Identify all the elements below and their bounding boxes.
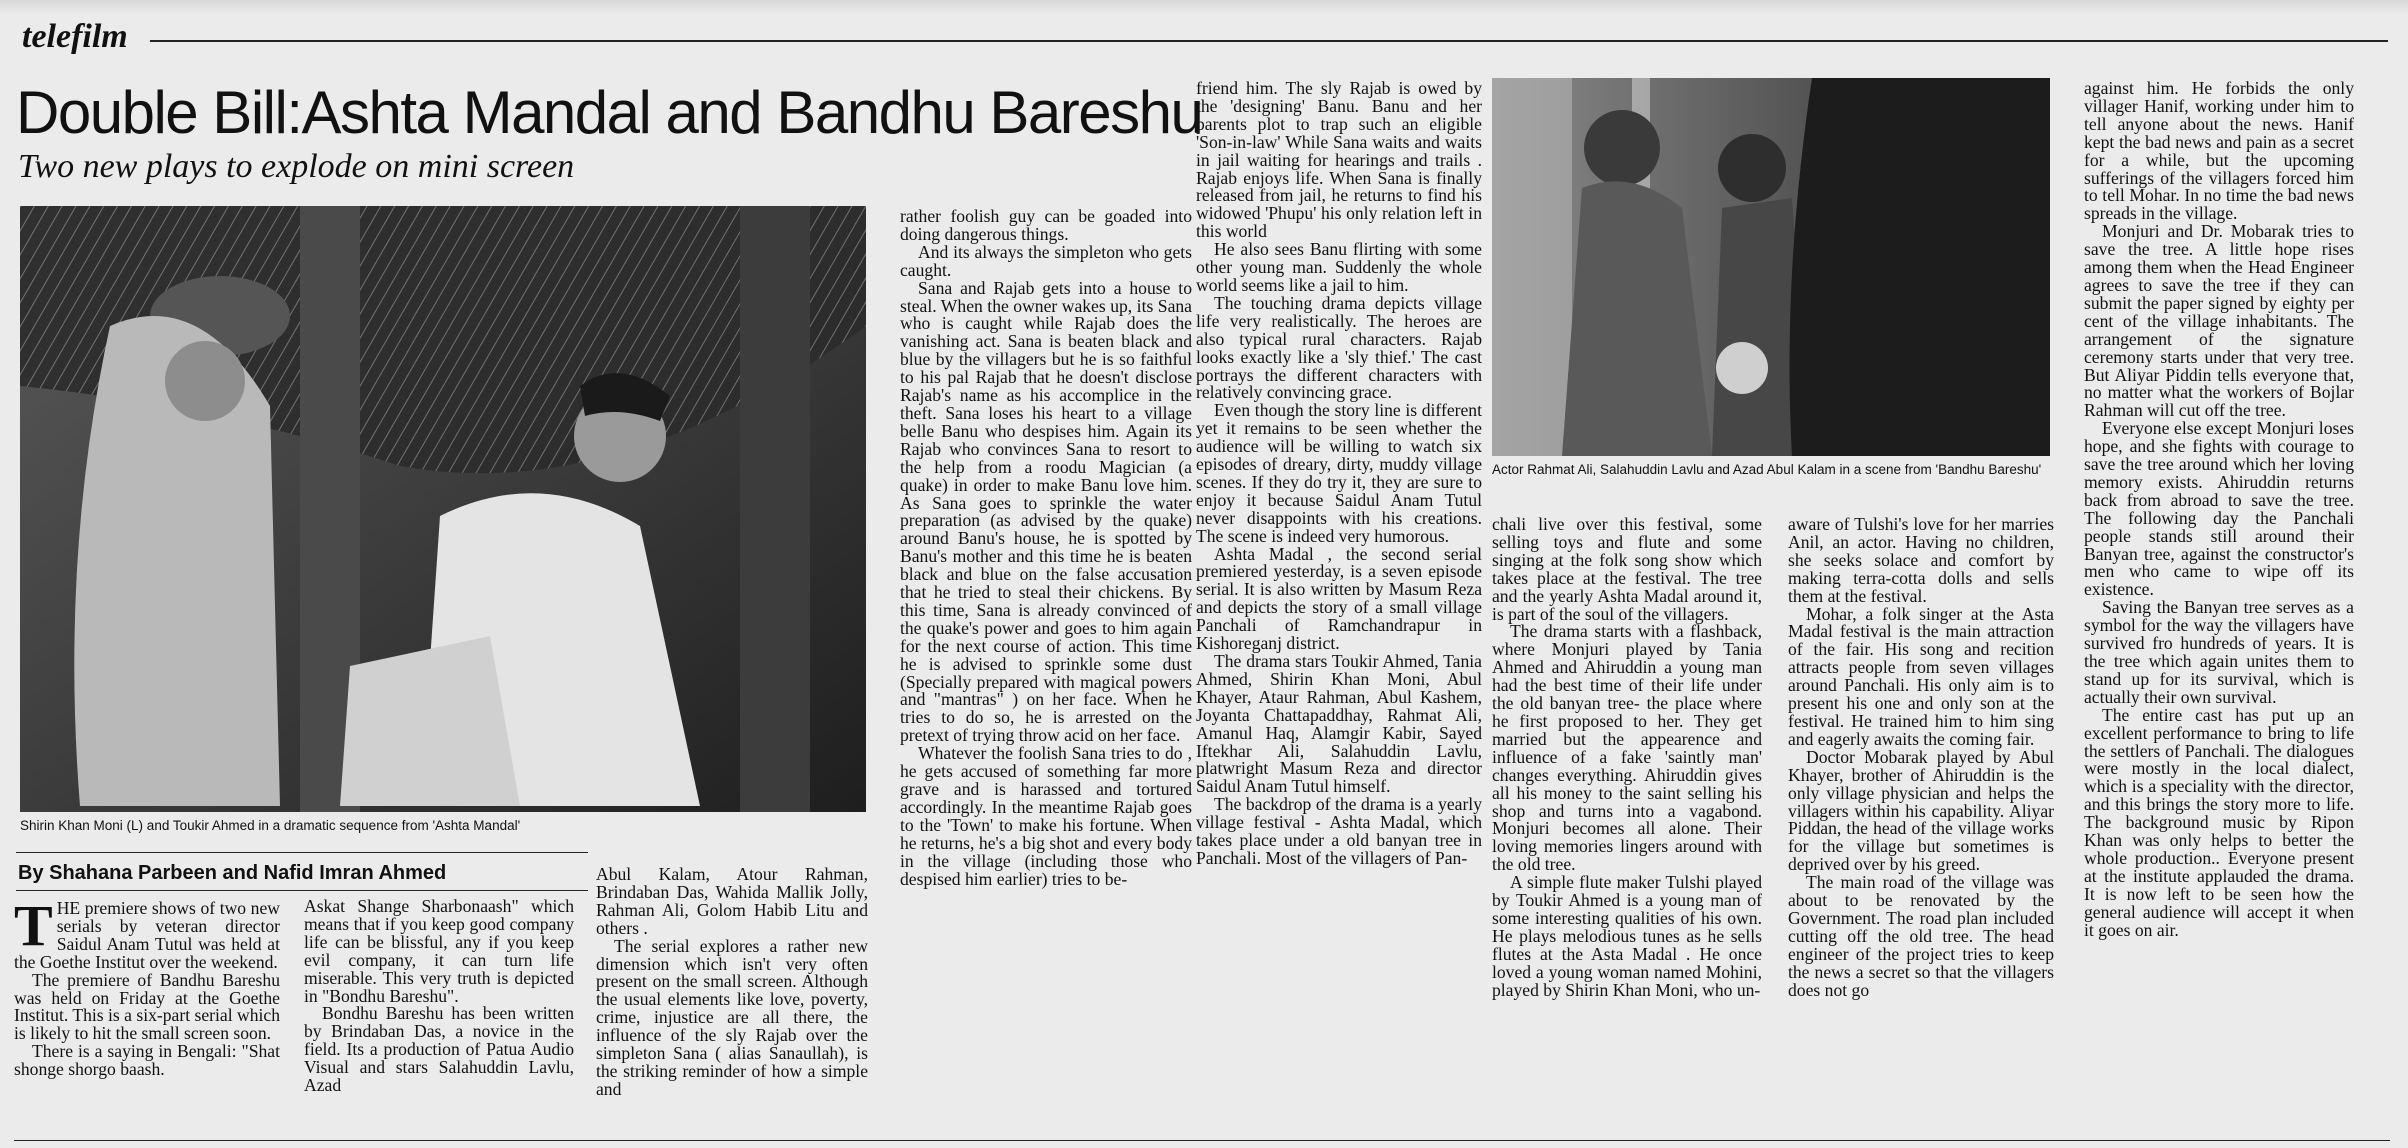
col8-para-5: The entire cast has put up an excellent performance to bring to life the settlers of Panchali. The dialogues were mostly in the local dialect, which is a speciality with the director, and this brings the story more to life. The background music by Ripon Khan was only helps to better the whole production.. Everyone present at the institute applauded the drama. It is now left to be seen how the general audience will accept it when it goes on air.	[2084, 704, 2354, 940]
second-photo-image	[1492, 78, 2050, 456]
second-photo-caption: Actor Rahmat Ali, Salahuddin Lavlu and Azad Abul Kalam in a scene from 'Bandhu Bareshu'	[1492, 462, 2042, 477]
drop-cap: T	[14, 893, 53, 958]
section-rule	[150, 40, 2388, 42]
col7-para-3: Doctor Mobarak played by Abul Khayer, brother of Ahiruddin is the only village physician and helps the villagers within his capability. Aliyar Piddan, the head of the village works for the village but sometimes is deprived over by his greed.	[1788, 746, 2054, 875]
column-5	[1196, 80, 1482, 868]
column-3	[596, 866, 868, 1099]
col2-para-2: Bondhu Bareshu has been written by Brindaban Das, a novice in the field. Its a production of Patua Audio Visual and stars Salahuddin Lavlu, Azad	[304, 1003, 574, 1096]
col5-para-7: The backdrop of the drama is a yearly village festival - Ashta Madal, which takes place under a old banyan tree in Panchali. Most of the villagers of Pan-	[1196, 794, 1482, 868]
col1-para-1: HE premiere shows of two new serials by veteran director Saidul Anam Tutul was held at the Goethe Institut over the weekend.	[14, 898, 280, 972]
byline: By Shahana Parbeen and Nafid Imran Ahmed	[18, 862, 447, 884]
main-photo-image	[20, 206, 866, 812]
col5-para-4: Even though the story line is different yet it remains to be seen whether the audience will be willing to watch six episodes of dreary, dirty, muddy village scenes. If they do try it, they are sure to enjoy it because Saidul Anam Tutul never disappoints with his creations. The scene is indeed very humorous.	[1196, 400, 1482, 546]
column-6	[1492, 516, 1762, 999]
col5-para-5: Ashta Madal , the second serial premiered yesterday, is a seven episode serial. It is also written by Masum Reza and depicts the story of a small village Panchali of Ramchandrapur in Kishoreganj district.	[1196, 543, 1482, 654]
col4-para-2: And its always the simpleton who gets caught.	[900, 241, 1192, 280]
col4-para-3: Sana and Rajab gets into a house to steal. When the owner wakes up, its Sana who is caught while Rajab does the vanishing act. Sana is beaten black and blue by the villagers but he is so faithful to his pal Rajab that he doesn't disclose Rajab's name as his accomplice in the theft. Sana loses his heart to a village belle Banu who despises him. Again its Rajab who convinces Sana to resort to the help from a roodu Magician (a quake) in order to make Banu love him. As Sana goes to sprinkle the water preparation (as advised by the quake) around Banu's house, he is spotted by Banu's mother and this time he is beaten black and blue on the false accusation that he tried to steal their chickens. By this time, Sana is already convinced of the quake's power and goes to him again for the next course of action. This time he is advised to sprinkle some dust (Specially prepared with magical powers and "mantras" ) on her face. When he tries to do so, he is arrested on the pretext of trying throw acid on her face.	[900, 277, 1192, 746]
second-photo	[1492, 78, 2050, 456]
col8-para-2: Monjuri and Dr. Mobarak tries to save the tree. A little hope rises among them when the Head Engineer agrees to save the tree if they can submit the paper signed by eighty per cent of the village inhabitants. The arrangement of the signature ceremony starts under that very tree. But Aliyar Piddin tells everyone that, no matter what the workers of Bojlar Rahman will cut off the tree.	[2084, 221, 2354, 421]
col6-para-1: chali live over this festival, some selling toys and flute and some singing at the folk song show which takes place at the festival. The tree and the yearly Ashta Madal around it, is part of the soul of the villagers.	[1492, 514, 1762, 624]
col4-para-4: Whatever the foolish Sana tries to do , he gets accused of something far more grave and is harassed and tortured accordingly. In the meantime Rajab goes to the 'Town' to make his fortune. When he returns, he's a big shot and every body in the village (including those who despised him earlier) tries to be-	[900, 743, 1192, 889]
column-4	[900, 208, 1192, 888]
col5-para-1: friend him. The sly Rajab is owed by the 'designing' Banu. Banu and her parents plot to trap such an eligible 'Son-in-law' While Sana waits and waits in jail waiting for hearings and trails . Rajab enjoys life. When Sana is finally released from jail, he returns to find his widowed 'Phupu' his only relation left in this world	[1196, 78, 1482, 242]
col1-para-3: There is a saying in Bengali: "Shat shonge shorgo baash.	[14, 1041, 280, 1080]
col6-para-3: A simple flute maker Tulshi played by Toukir Ahmed is a young man of some interesting qualities of his own. He plays melodious tunes as he sells flutes at the Asta Madal . He once loved a young woman named Mohini, played by Shirin Khan Moni, who un-	[1492, 872, 1762, 1000]
col5-para-6: The drama stars Toukir Ahmed, Tania Ahmed, Shirin Khan Moni, Abul Khayer, Ataur Rahman, Abul Kashem, Joyanta Chattapaddhay, Rahmat Ali, Amanul Haq, Alamgir Kabir, Sayed Iftekhar Ali, Salahuddin Lavlu, platwright Masum Reza and director Saidul Anam Tutul himself.	[1196, 651, 1482, 797]
col8-para-4: Saving the Banyan tree serves as a symbol for the way the villagers have survived fro hundreds of years. It is the tree which again unites them to stand up for its survival, which is actually their own survival.	[2084, 597, 2354, 707]
col3-para-1: Abul Kalam, Atour Rahman, Brindaban Das, Wahida Mallik Jolly, Rahman Ali, Golom Habib Litu and others .	[596, 864, 868, 938]
headline: Double Bill:Ashta Mandal and Bandhu Bareshu	[16, 79, 1203, 146]
col5-para-3: The touching drama depicts village life very realistically. The heroes are also typical rural characters. Rajab looks exactly like a 'sly thief.' The cast portrays the different characters with relatively convincing grace.	[1196, 292, 1482, 403]
main-photo-caption: Shirin Khan Moni (L) and Toukir Ahmed in a dramatic sequence from 'Ashta Mandal'	[20, 818, 521, 833]
col6-para-2: The drama starts with a flashback, where Monjuri played by Tania Ahmed and Ahiruddin a young man had the best time of their life under the old banyan tree- the place where he first proposed to her. They get married but the appearence and influence of a fake 'saintly man' changes everything. Ahiruddin gives all his money to the saint selling his shop and turns into a vagabond. Monjuri becomes all alone. Their loving memories lingers around with the old tree.	[1492, 621, 1762, 875]
subhead: Two new plays to explode on mini screen	[18, 148, 575, 185]
main-photo	[20, 206, 866, 812]
top-cropped-strip	[0, 0, 2408, 14]
col7-para-4: The main road of the village was about to be renovated by the Government. The road plan included cutting off the old tree. The head engineer of the project tries to keep the news a secret so that the villagers does not go	[1788, 872, 2054, 1000]
column-8	[2084, 80, 2354, 940]
col3-para-2: The serial explores a rather new dimension which isn't very often present on the small screen. Although the usual elements like love, poverty, crime, injustice are all there, the influence of the sly Rajab over the simpleton Sana ( alias Sanaullah), is the striking reminder of how a simple and	[596, 935, 868, 1099]
col8-para-1: against him. He forbids the only villager Hanif, working under him to tell anyone about the news. Hanif kept the bad news and pain as a secret for a while, but the upcoming sufferings of the villagers forced him to tell Mohar. In no time the bad news spreads in the village.	[2084, 78, 2354, 224]
col7-para-2: Mohar, a folk singer at the Asta Madal festival is the main attraction of the fair. His song and recition attracts people from seven villages around Panchali. His only aim is to present his one and only son at the festival. He trained him to him sing and eagerly awaits the coming fair.	[1788, 603, 2054, 749]
byline-bottom-rule	[16, 890, 588, 891]
bottom-rule	[14, 1140, 2390, 1141]
col5-para-2: He also sees Banu flirting with some other young man. Suddenly the whole world seems like a jail to him.	[1196, 239, 1482, 295]
column-1	[14, 893, 280, 1080]
col4-para-1: rather foolish guy can be goaded into doing dangerous things.	[900, 206, 1192, 244]
col8-para-3: Everyone else except Monjuri loses hope, and she fights with courage to save the tree around which her loving memory exists. Ahiruddin returns back from abroad to save the tree. The following day the Panchali people stands still around their Banyan tree, against the constructor's men who came to wipe off its existence.	[2084, 418, 2354, 600]
column-2	[304, 898, 574, 1095]
col7-para-1: aware of Tulshi's love for her marries Anil, an actor. Having no children, she seeks solace and comfort by making terra-cotta dolls and sells them at the festival.	[1788, 514, 2054, 606]
section-label: telefilm	[22, 18, 128, 55]
col1-para-2: The premiere of Bandhu Bareshu was held on Friday at the Goethe Institut. This is a six-part serial which is likely to hit the small screen soon.	[14, 969, 280, 1044]
col2-para-1: Askat Shange Sharbonaash" which means that if you keep good company life can be blissful, any if you keep evil company, it can turn life miserable. This very truth is depicted in "Bondhu Bareshu".	[304, 896, 574, 1006]
column-7	[1788, 516, 2054, 999]
byline-top-rule	[16, 852, 588, 853]
